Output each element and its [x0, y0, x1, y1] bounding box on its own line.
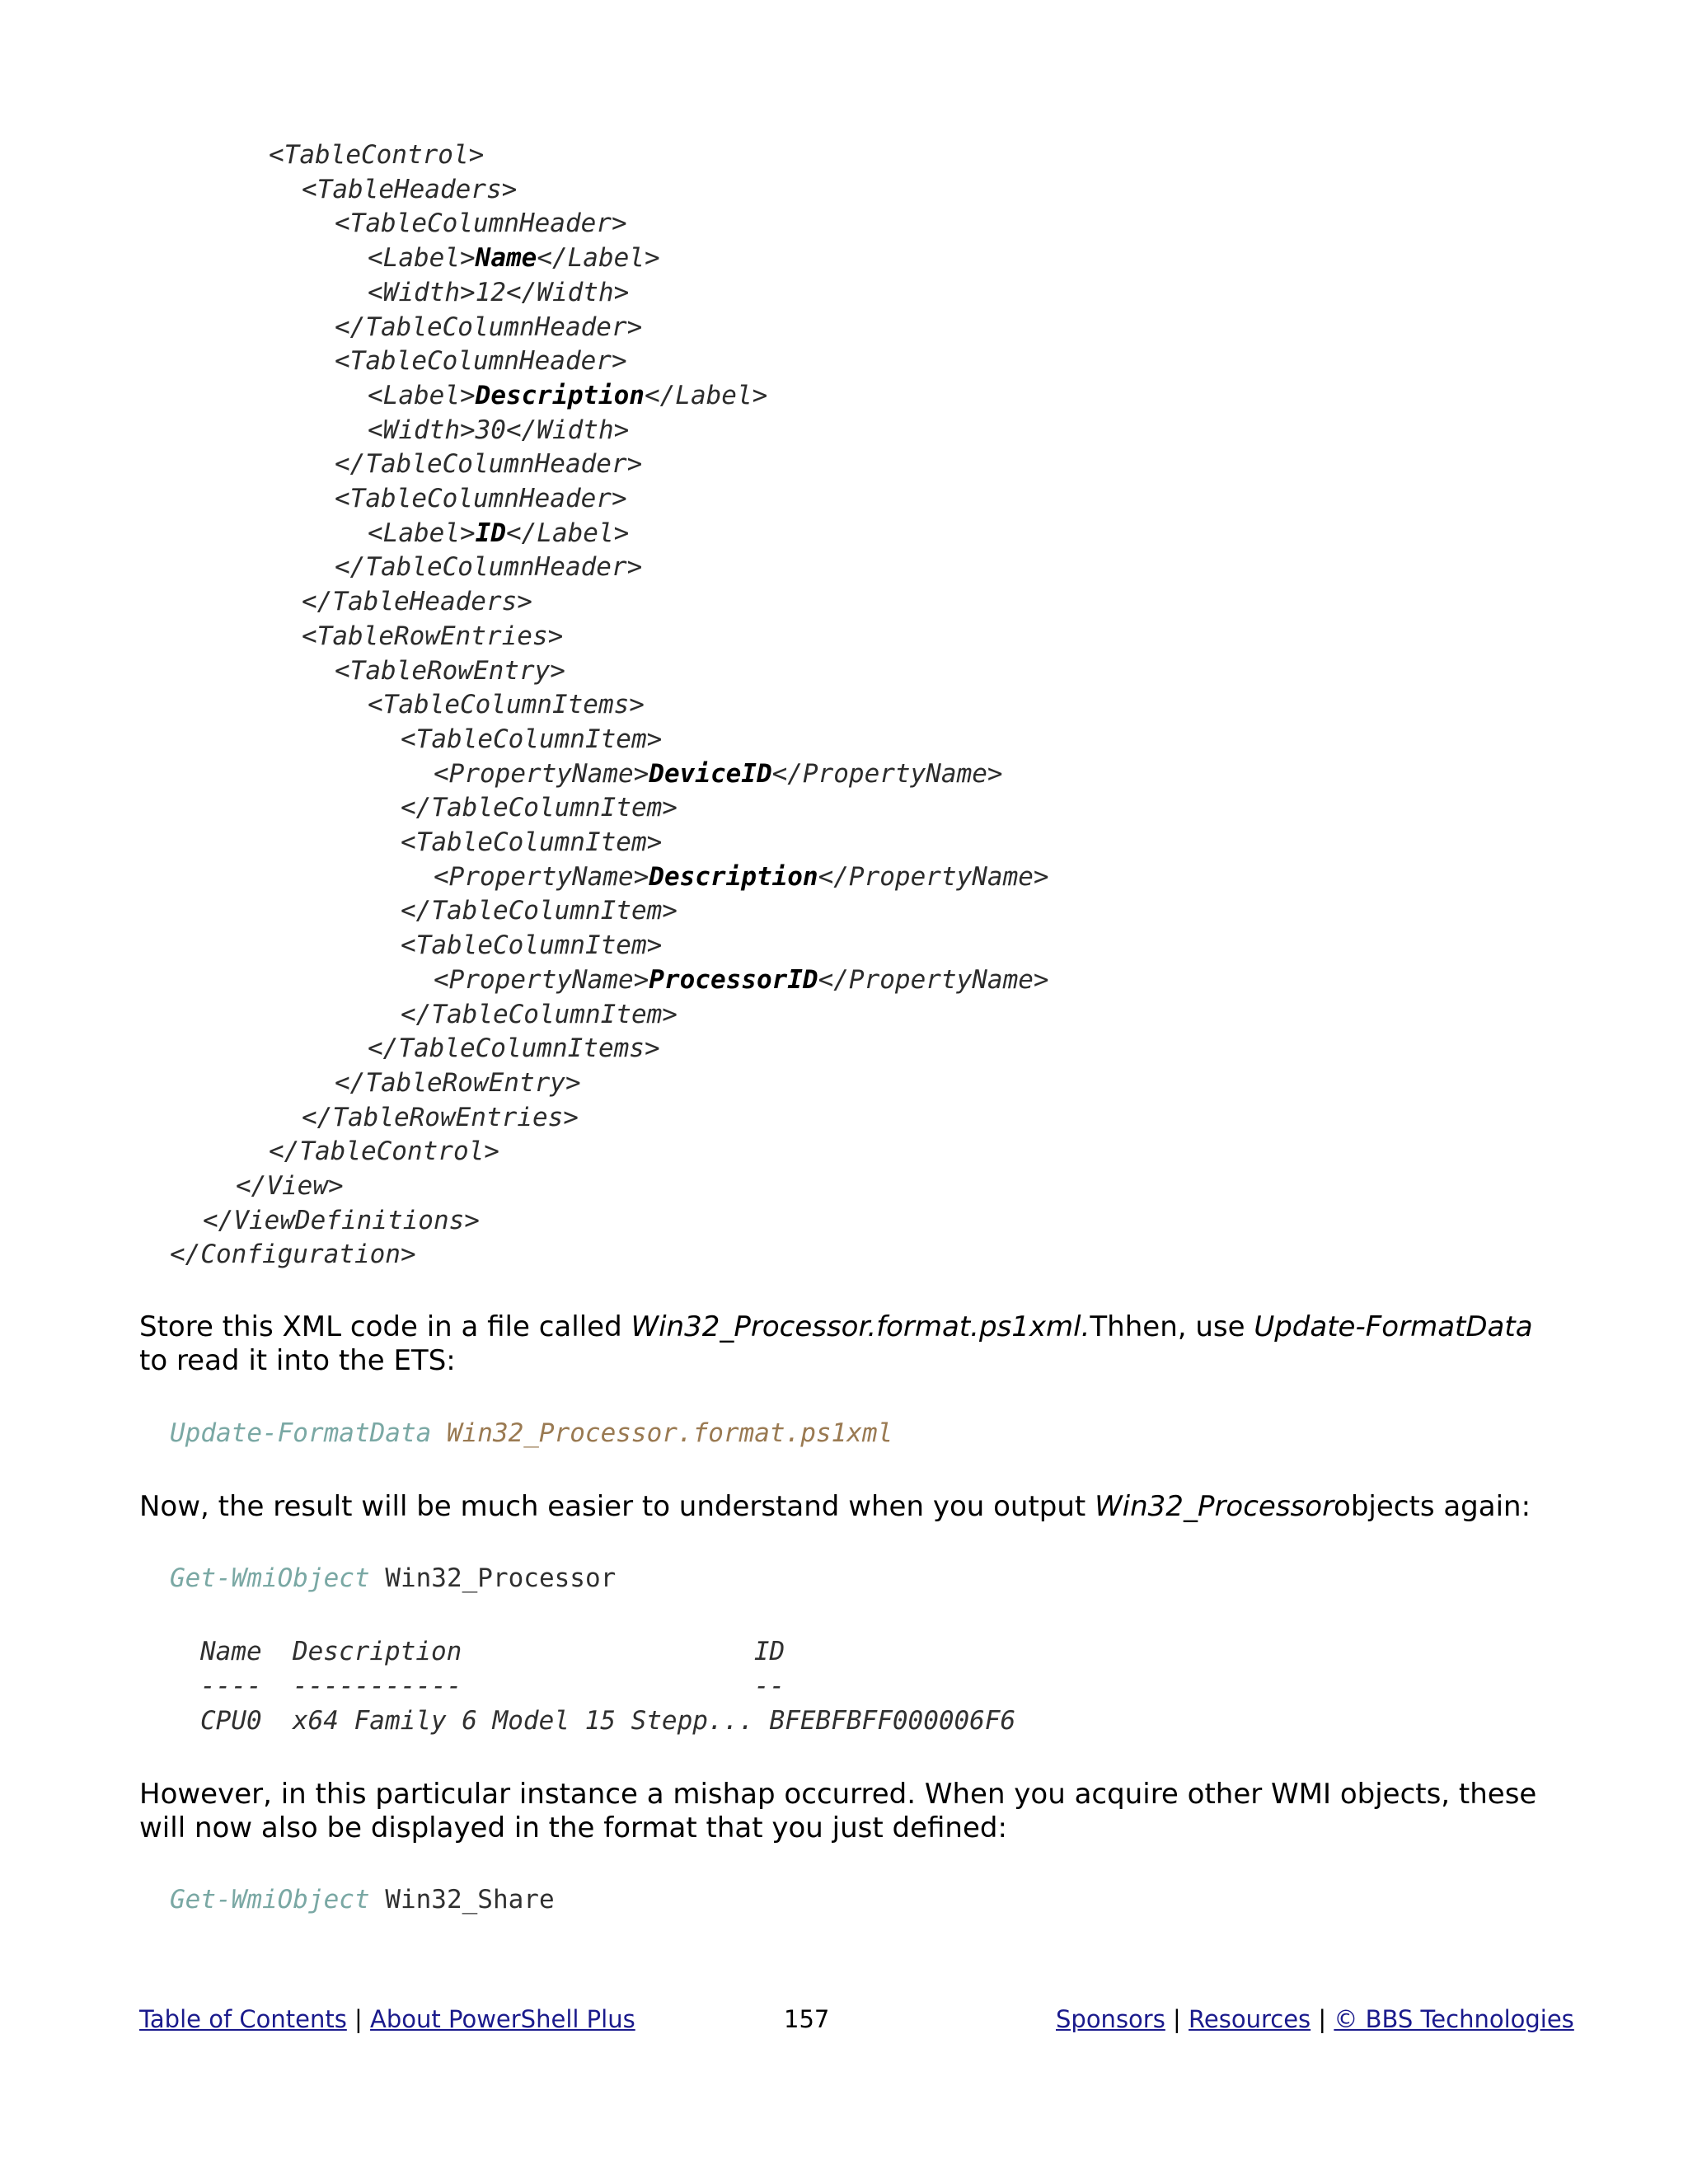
xml-tag: <TableColumnHeader> — [335, 346, 627, 377]
about-powershell-plus-link[interactable]: About PowerShell Plus — [370, 2005, 635, 2033]
xml-tag: </TableColumnHeader> — [335, 552, 643, 583]
xml-tag: <PropertyName> — [434, 758, 649, 789]
xml-tag: </PropertyName> — [771, 758, 1003, 789]
paragraph-text: to read it into the ETS: — [139, 1344, 456, 1377]
output-table-row: CPU0 x64 Family 6 Model 15 Stepp... BFEBFBFF000006F6 — [200, 1706, 1016, 1736]
filename-emphasis: Win32_Processor.format.ps1xml. — [631, 1310, 1090, 1343]
cmdlet-name: Get-WmiObject — [170, 1563, 370, 1593]
xml-code-line — [269, 138, 484, 172]
page-number: 157 — [784, 2005, 830, 2033]
xml-tag: <PropertyName> — [434, 861, 649, 892]
xml-code-line — [368, 516, 629, 551]
xml-tag: </TableColumnHeader> — [335, 312, 643, 342]
xml-tag: </TableColumnItem> — [401, 793, 678, 823]
xml-code-line — [203, 1203, 480, 1238]
xml-code-line — [302, 619, 563, 654]
paragraph-text: Thhen, use — [1090, 1310, 1254, 1343]
xml-tag: <TableColumnItem> — [401, 724, 663, 754]
xml-tag: <TableHeaders> — [302, 174, 518, 204]
xml-tag: <Width>30</Width> — [368, 415, 630, 445]
xml-code-line — [368, 241, 660, 275]
footer-separator: | — [1311, 2005, 1334, 2033]
xml-tag: <Label> — [368, 380, 476, 410]
xml-code-line — [335, 310, 642, 344]
paragraph-mishap — [139, 1778, 1549, 1845]
xml-code-line — [335, 344, 627, 378]
xml-tag: <PropertyName> — [434, 964, 649, 995]
xml-code-line — [368, 275, 629, 310]
code-update-formatdata — [170, 1416, 893, 1451]
xml-code-line — [335, 550, 642, 584]
xml-code-line — [401, 893, 678, 928]
xml-tag: </PropertyName> — [818, 861, 1049, 892]
xml-code-line — [401, 790, 678, 825]
cmdlet-argument: Win32_Processor.format.ps1xml — [446, 1418, 893, 1448]
xml-value-bold: ID — [475, 518, 506, 548]
code-get-wmiobject-processor — [170, 1561, 616, 1596]
resources-link[interactable]: Resources — [1189, 2005, 1311, 2033]
xml-code-line — [401, 825, 662, 860]
paragraph-text: Store this XML code in a file called — [139, 1310, 631, 1343]
xml-value-bold: DeviceID — [649, 758, 772, 789]
xml-tag: </TableColumnHeader> — [335, 449, 643, 480]
paragraph-text: However, in this particular instance a mishap occurred. When you acquire other WMI objects, these will now also be displayed in the format that you just defined: — [139, 1778, 1537, 1844]
xml-tag: <Label> — [368, 243, 476, 274]
xml-tag: </TableControl> — [269, 1137, 499, 1167]
xml-code-line — [335, 654, 565, 688]
footer-right-links — [1056, 2003, 1574, 2036]
xml-tag: <Width>12</Width> — [368, 277, 630, 307]
xml-tag: <TableColumnItems> — [368, 690, 645, 720]
footer-separator: | — [1165, 2005, 1189, 2033]
xml-code-line — [368, 413, 629, 448]
xml-tag: </Label> — [537, 243, 660, 274]
xml-tag: </TableColumnItems> — [368, 1033, 660, 1064]
paragraph-text: Now, the result will be much easier to understand when you output — [139, 1490, 1095, 1523]
footer-separator: | — [346, 2005, 371, 2033]
xml-tag: <TableColumnItem> — [401, 827, 663, 857]
xml-code-line — [401, 928, 662, 963]
xml-code-line — [335, 1066, 581, 1100]
xml-value-bold: Description — [649, 861, 818, 892]
output-table-header: Name Description ID — [200, 1637, 785, 1666]
xml-tag: <TableColumnHeader> — [335, 484, 627, 513]
xml-code-line — [302, 1100, 579, 1135]
output-table-divider: ---- ----------- -- — [200, 1671, 785, 1701]
xml-tag: <TableControl> — [269, 140, 485, 170]
code-get-wmiobject-share — [170, 1882, 555, 1917]
xml-tag: </Configuration> — [170, 1240, 416, 1270]
table-of-contents-link[interactable]: Table of Contents — [139, 2005, 347, 2033]
cmdlet-emphasis: Update-FormatData — [1254, 1310, 1533, 1343]
cmdlet-name: Update-FormatData — [170, 1418, 432, 1448]
xml-tag: </TableRowEntries> — [302, 1102, 579, 1132]
xml-code-line — [269, 1134, 499, 1169]
xml-tag: </Label> — [644, 380, 768, 410]
paragraph-store-xml — [139, 1310, 1549, 1378]
xml-code-line — [434, 963, 1049, 997]
xml-code-line — [368, 687, 645, 722]
xml-code-line — [434, 860, 1049, 894]
xml-tag: <TableRowEntries> — [302, 621, 564, 651]
xml-code-line — [368, 378, 767, 413]
xml-code-line — [335, 206, 627, 241]
xml-code-line — [335, 447, 642, 481]
xml-code-line — [170, 1237, 416, 1272]
copyright-link[interactable]: © BBS Technologies — [1334, 2005, 1574, 2033]
cmdlet-name: Get-WmiObject — [170, 1885, 370, 1915]
xml-tag: <Label> — [368, 518, 476, 548]
xml-value-bold: Name — [475, 243, 537, 274]
xml-tag: </TableColumnItem> — [401, 896, 678, 926]
xml-tag: <TableRowEntry> — [335, 655, 565, 686]
paragraph-result-easier — [139, 1490, 1549, 1524]
footer-left-links — [139, 2003, 635, 2036]
xml-code-line — [401, 997, 678, 1032]
xml-code-line — [434, 757, 1003, 791]
xml-value-bold: ProcessorID — [649, 964, 818, 995]
xml-tag: </View> — [236, 1171, 344, 1201]
xml-tag: </PropertyName> — [818, 964, 1049, 995]
xml-code-line — [236, 1169, 344, 1203]
xml-value-bold: Description — [475, 380, 645, 410]
sponsors-link[interactable]: Sponsors — [1056, 2005, 1165, 2033]
xml-code-line — [302, 584, 532, 619]
xml-code-line — [302, 172, 517, 207]
xml-code-line — [368, 1031, 660, 1066]
class-emphasis: Win32_Processor — [1095, 1490, 1334, 1523]
xml-tag: </Label> — [505, 518, 630, 548]
cmdlet-argument: Win32_Share — [385, 1885, 555, 1915]
xml-tag: </ViewDefinitions> — [203, 1205, 480, 1235]
paragraph-text: objects again: — [1334, 1490, 1531, 1523]
xml-tag: <TableColumnItem> — [401, 930, 663, 961]
cmdlet-argument: Win32_Processor — [385, 1563, 617, 1593]
xml-tag: </TableHeaders> — [302, 587, 532, 617]
xml-code-line — [335, 481, 627, 516]
xml-tag: </TableRowEntry> — [335, 1067, 581, 1098]
xml-tag: <TableColumnHeader> — [335, 209, 627, 239]
xml-code-line — [401, 722, 662, 757]
xml-tag: </TableColumnItem> — [401, 999, 678, 1029]
